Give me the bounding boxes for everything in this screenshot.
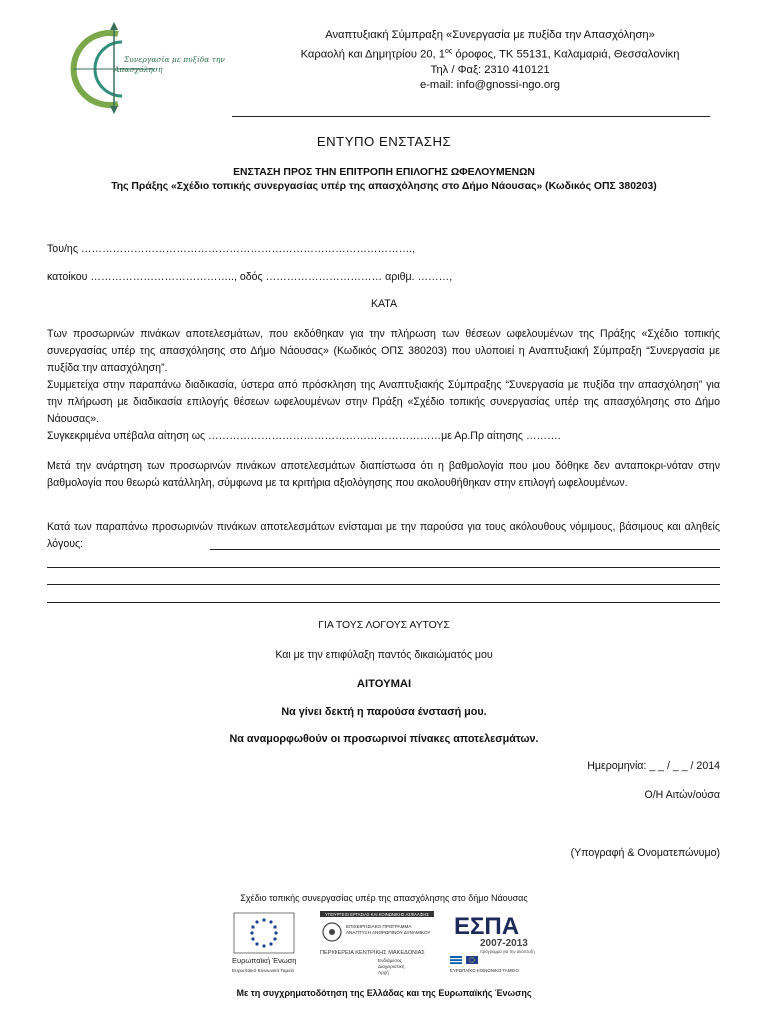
- org-address: [230, 44, 750, 63]
- org-name: Αναπτυξιακή Σύμπραξη «Συνεργασία με πυξίδα την Απασχόληση»: [325, 29, 655, 41]
- reasons-heading: ΓΙΑ ΤΟΥΣ ΛΟΓΟΥΣ ΑΥΤΟΥΣ: [318, 620, 450, 631]
- subtitle-project: Της Πράξης «Σχέδιο τοπικής συνεργασίας υπέρ της απασχόλησης στο Δήμο Νάουσας» (Κωδικός ΟΠΣ 380203): [111, 181, 657, 192]
- eu-label: Ευρωπαϊκή Ένωση: [232, 956, 297, 965]
- signature-field[interactable]: (Υπογραφή & Ονοματεπώνυμο): [570, 847, 720, 859]
- esf-label: ΕΥΡΩΠΑΪΚΟ ΚΟΙΝΩΝΙΚΟ ΤΑΜΕΙΟ: [450, 968, 519, 973]
- address-part: Καραολή και Δημητρίου 20, 1: [300, 48, 445, 61]
- region-label: ΠΕΡΙΦΕΡΕΙΑ ΚΕΝΤΡΙΚΗΣ ΜΑΚΕΔΟΝΙΑΣ: [320, 950, 425, 956]
- espa-label: ΕΣΠΑ: [454, 913, 520, 940]
- reasons-line[interactable]: [47, 584, 720, 585]
- region-sub3: Αρχή: [378, 970, 389, 975]
- paragraph-results-tables: Των προσωρινών πινάκων αποτελεσμάτων, που εκδόθηκαν για την πλήρωση των θέσεων ωφελουμένων της Πράξης «Σχέδιο τοπικής συνεργασίας υπέρ της απασχόλησης στο Δήμο Νάουσας» (Κωδικός ΟΠΣ 380203) που υλοποιεί η Αναπτυξιακή Σύμπραξη “Συνεργασία με πυξίδα την απασχόληση”.: [47, 328, 720, 374]
- cofunding-statement: Με τη συγχρηματοδότηση της Ελλάδας και της Ευρωπαϊκής Ένωσης: [236, 988, 532, 998]
- region-sub2: Διαχειριστική: [378, 964, 405, 969]
- request-reform: Να αναμορφωθούν οι προσωρινοί πίνακες αποτελεσμάτων.: [229, 733, 539, 745]
- paragraph-participation: Συμμετείχα στην παραπάνω διαδικασία, ύστερα από πρόσκληση της Αναπτυξιακής Σύμπραξης “Συνεργασία με πυξίδα την απασχόληση” για την πλήρωση με διαδικασία επιλογής θέσεων ωφελουμένων στην Πράξη «Σχέδιο τοπικής συνεργασίας υπέρ της απασχόλησης στο Δήμο Νάουσας».: [47, 379, 720, 425]
- logo-text-2: Απασχόληση: [114, 65, 163, 74]
- op-line2: ΑΝΑΠΤΥΞΗ ΑΝΘΡΩΠΙΝΟΥ ΔΥΝΑΜΙΚΟΥ: [346, 930, 431, 935]
- espa-slogan: πρόγραμμα για την ανάπτυξη: [480, 949, 535, 954]
- eu-logo: [232, 912, 308, 976]
- request-heading: ΑΙΤΟΥΜΑΙ: [356, 678, 412, 690]
- org-email: e-mail: info@gnossi-ngo.org: [419, 79, 561, 92]
- op-line1: ΕΠΙΧΕΙΡΗΣΙΑΚΟ ΠΡΟΓΡΑΜΜΑ: [346, 924, 412, 929]
- date-field[interactable]: Ημερομηνία: _ _ / _ _ / 2014: [587, 760, 720, 772]
- applicant-name-field[interactable]: Του/ης ………………………………………………………………………………….,: [47, 243, 416, 255]
- org-phone: Τηλ / Φαξ: 2310 410121: [430, 63, 550, 76]
- greek-flag-icon: [450, 956, 462, 964]
- operational-programme-logo: [318, 910, 436, 978]
- address-sup: ος: [444, 47, 453, 55]
- eu-sub: Ευρωπαϊκό Κοινωνικό Ταμείο: [232, 969, 295, 974]
- against-heading: ΚΑΤΑ: [370, 298, 398, 310]
- ministry-label: ΥΠΟΥΡΓΕΙΟ ΕΡΓΑΣΙΑΣ ΚΑΙ ΚΟΙΝΩΝΙΚΗΣ ΑΣΦΑΛΙΣΗΣ: [324, 912, 430, 917]
- residence-field[interactable]: κατοίκου ………………………………….., οδός …………………………… αριθμ. ………,: [47, 271, 453, 283]
- espa-years: 2007-2013: [480, 938, 528, 949]
- form-title: ΕΝΤΥΠΟ ΕΝΣΤΑΣΗΣ: [316, 134, 452, 149]
- footer-project-title: Σχέδιο τοπικής συνεργασίας υπέρ της απασχόλησης στο δήμο Νάουσας: [240, 893, 528, 903]
- reasons-line[interactable]: [47, 567, 720, 568]
- reservation-text: Και με την επιφύλαξη παντός δικαιώματός μου: [275, 649, 493, 661]
- subtitle-committee: ΕΝΣΤΑΣΗ ΠΡΟΣ ΤΗΝ ΕΠΙΤΡΟΠΗ ΕΠΙΛΟΓΗΣ ΩΦΕΛΟΥΜΕΝΩΝ: [233, 167, 535, 178]
- region-sub1: Ενδιάμεσος: [378, 958, 402, 963]
- paragraph-score: Μετά την ανάρτηση των προσωρινών πινάκων αποτελεσμάτων διαπίστωσα ότι η βαθμολογία που μου δόθηκε δεν ανταποκρι-νόταν στην βαθμολογία που θεωρώ κατάλληλη, σύμφωνα με τα κριτήρια αξιολόγησης που ακολουθήθηκαν στην επιλογή ωφελουμένων.: [47, 460, 720, 489]
- eu-flag-icon: [466, 956, 478, 964]
- address-rest: όροφος, ΤΚ 55131, Καλαμαριά, Θεσσαλονίκη: [452, 48, 680, 61]
- request-accept: Να γίνει δεκτή η παρούσα ένστασή μου.: [281, 706, 487, 718]
- header-divider: [232, 116, 710, 117]
- letterhead: [230, 28, 750, 94]
- organization-logo: [62, 22, 225, 114]
- paragraph-application[interactable]: Συγκεκριμένα υπέβαλα αίτηση ως …………………………………………………………με Αρ.Πρ αίτησης ……….: [47, 430, 561, 442]
- espa-logo: [446, 910, 540, 978]
- reasons-line[interactable]: [47, 602, 720, 603]
- logo-text-1: Συνεργασία με πυξίδα την: [124, 55, 225, 64]
- reasons-line[interactable]: [210, 549, 720, 550]
- applicant-label: Ο/Η Αιτών/ούσα: [644, 789, 720, 801]
- paragraph-objection: Κατά των παραπάνω προσωρινών πινάκων αποτελεσμάτων ενίσταμαι με την παρούσα για τους ακόλουθους νόμιμους, βάσιμους και αληθείς λόγους:: [47, 521, 720, 550]
